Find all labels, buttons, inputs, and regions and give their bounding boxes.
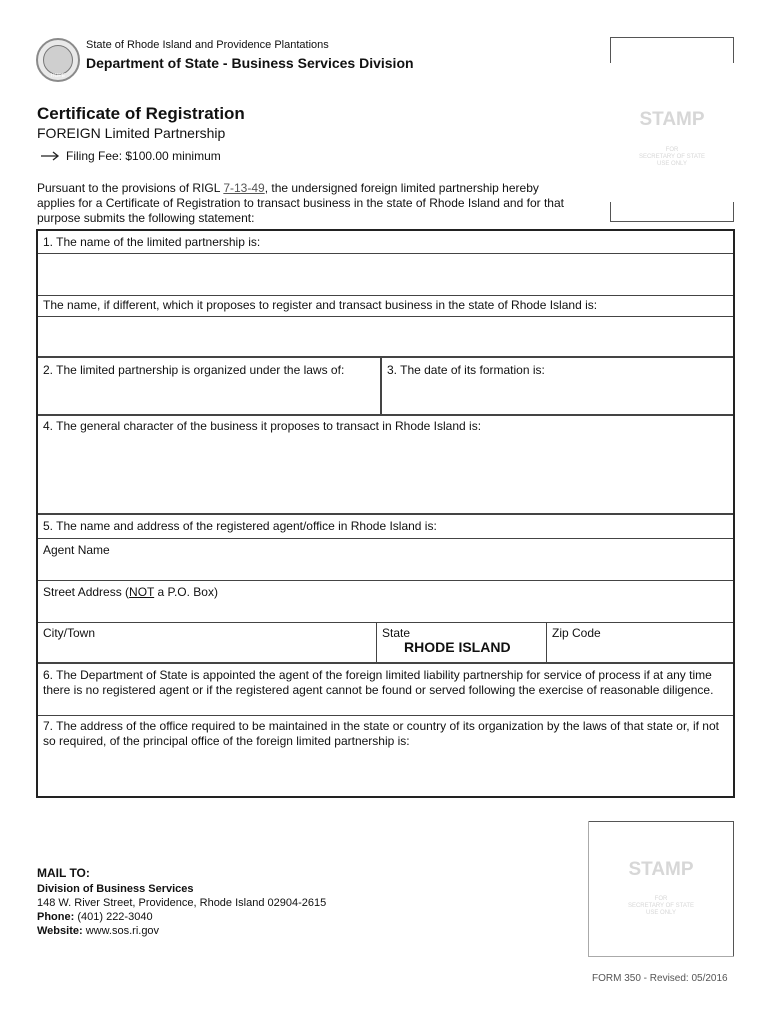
registration-form xyxy=(36,229,735,798)
rigl-link[interactable]: 7-13-49 xyxy=(223,181,265,195)
q3-formation-date-label: 3. The date of its formation is: xyxy=(387,363,545,377)
stamp-note-bottom-line3: USE ONLY xyxy=(646,910,676,916)
mail-phone xyxy=(37,911,153,923)
stamp-label-bottom: STAMP xyxy=(628,859,694,880)
office-address-field[interactable] xyxy=(38,751,733,796)
website-label: Website: xyxy=(37,925,83,937)
stamp-box-bottom xyxy=(588,821,734,957)
intro-statement xyxy=(37,181,577,226)
filing-fee xyxy=(40,149,221,163)
filing-fee-text: Filing Fee: $100.00 minimum xyxy=(66,149,221,163)
mail-address: 148 W. River Street, Providence, Rhode Island 02904-2615 xyxy=(37,897,327,909)
organized-under-field[interactable] xyxy=(38,379,378,414)
q2-organized-under-label: 2. The limited partnership is organized under the laws of: xyxy=(43,363,345,377)
city-town-label: City/Town xyxy=(43,626,96,640)
q1-partnership-name-label: 1. The name of the limited partnership is: xyxy=(43,235,261,249)
anchor-emblem xyxy=(43,45,73,75)
street-address-field[interactable] xyxy=(38,601,733,622)
intro-text-start: Pursuant to the provisions of RIGL xyxy=(37,181,224,195)
stamp-label: STAMP xyxy=(639,109,705,130)
certificate-subtitle: FOREIGN Limited Partnership xyxy=(37,125,226,141)
not-emphasis: NOT xyxy=(129,585,155,599)
state-name: State of Rhode Island and Providence Plantations xyxy=(86,39,329,51)
stamp-note-bottom-line1: FOR xyxy=(654,896,668,902)
state-seal-logo xyxy=(36,38,80,82)
department-name: Department of State - Business Services Division xyxy=(86,55,414,71)
alternate-name-field[interactable] xyxy=(38,317,733,356)
mail-website xyxy=(37,925,159,937)
phone-number: (401) 222-3040 xyxy=(74,911,153,923)
q4-business-character-label: 4. The general character of the business it proposes to transact in Rhode Island is: xyxy=(43,419,482,433)
state-value: RHODE ISLAND xyxy=(404,639,511,655)
seal-motto: HOPE xyxy=(50,73,66,79)
q7-office-address-label: 7. The address of the office required to be maintained in the state or country of its organization by the laws of that state or, if not so required, of the principal office of the foreign limited partnership is: xyxy=(43,719,719,748)
agent-name-label: Agent Name xyxy=(43,543,110,557)
q5-registered-agent-label: 5. The name and address of the registered agent/office in Rhode Island is: xyxy=(43,519,437,533)
zip-code-field[interactable] xyxy=(547,641,733,662)
zip-code-label: Zip Code xyxy=(552,626,601,640)
partnership-name-field[interactable] xyxy=(38,254,733,295)
state-label: State xyxy=(382,626,411,640)
street-address-suffix: a P.O. Box) xyxy=(154,585,218,599)
stamp-box-top xyxy=(610,37,734,222)
stamp-note-line1: FOR xyxy=(665,147,679,153)
street-address-label xyxy=(43,585,218,600)
mail-division: Division of Business Services xyxy=(37,883,194,895)
city-town-field[interactable] xyxy=(38,641,375,662)
business-character-field[interactable] xyxy=(38,436,733,513)
mail-to-heading: MAIL TO: xyxy=(37,866,90,880)
stamp-note-bottom-line2: SECRETARY OF STATE xyxy=(627,903,695,909)
phone-label: Phone: xyxy=(37,911,75,923)
stamp-note-line3: USE ONLY xyxy=(657,161,687,167)
arrow-right-icon xyxy=(40,151,60,161)
q6-service-of-process-text: 6. The Department of State is appointed the agent of the foreign limited liability partnership for service of process if at any time there is no registered agent or if the registered agent cannot be found or served following the exercise of reasonable diligence. xyxy=(43,668,714,697)
stamp-note-line2: SECRETARY OF STATE xyxy=(638,154,706,160)
intro-text-end: , the undersigned foreign limited partnership hereby applies for a Certificate of Registration to transact business in the state of Rhode Island and for that purpose submits the following statement: xyxy=(37,181,564,225)
agent-name-field[interactable] xyxy=(38,559,733,580)
certificate-title: Certificate of Registration xyxy=(37,104,245,123)
q1b-alternate-name-label: The name, if different, which it proposes to register and transact business in the state of Rhode Island is: xyxy=(43,298,598,312)
website-url[interactable]: www.sos.ri.gov xyxy=(82,925,160,937)
form-number: FORM 350 - Revised: 05/2016 xyxy=(592,973,728,984)
street-address-text: Street Address ( xyxy=(43,585,130,599)
formation-date-field[interactable] xyxy=(384,379,733,414)
